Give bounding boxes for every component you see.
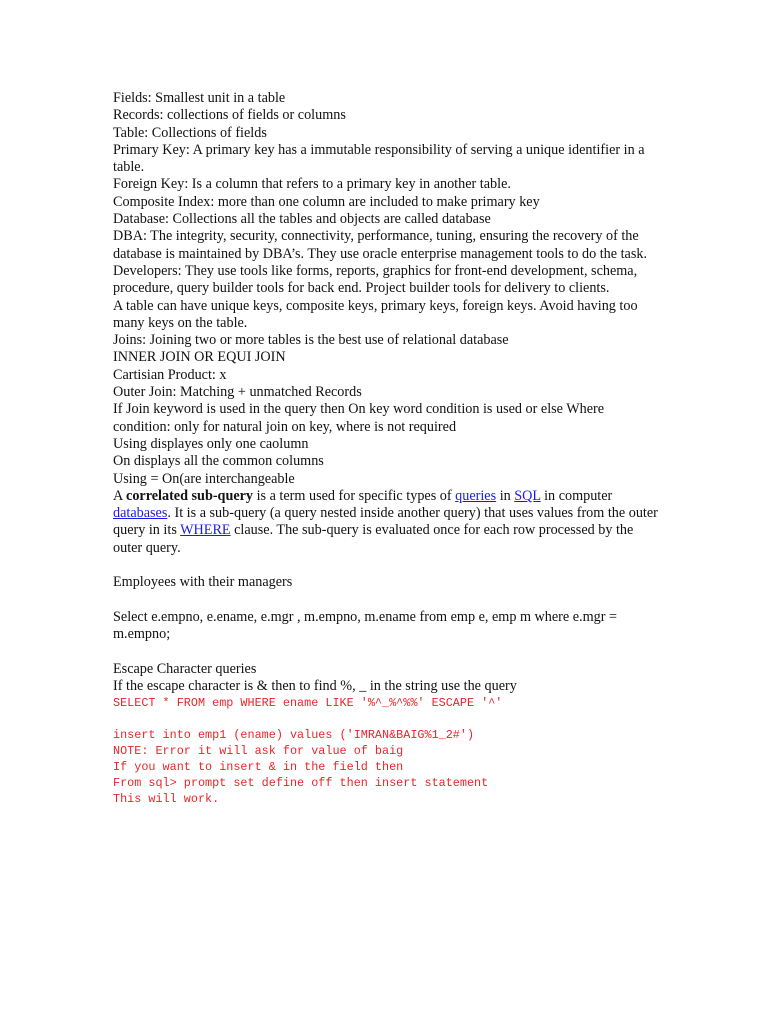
text-line-developers: Developers: They use tools like forms, reports, graphics for front-end development, schema, procedure, query builder tools for back end. Project builder tools for delivery to clients. <box>113 262 638 297</box>
correlated-text-2: in <box>496 487 515 504</box>
text-line-outer-join: Outer Join: Matching + unmatched Records <box>113 384 362 401</box>
document-page <box>113 90 658 807</box>
correlated-text-5: clause. The sub-query is evaluated once for each row processed by the outer query. <box>113 522 634 556</box>
text-line-inner-join: INNER JOIN OR EQUI JOIN <box>113 349 286 366</box>
text-line-using-on: Using = On(are interchangeable <box>113 470 295 487</box>
spacer <box>113 557 658 574</box>
code-note-define-off: From sql> prompt set define off then insert statement <box>113 776 489 791</box>
text-line-dba: DBA: The integrity, security, connectivity, performance, tuning, ensuring the recovery of the database is maintained by DBA’s. They use oracle enterprise management tools to do the task. <box>113 228 647 262</box>
text-line-composite-index: Composite Index: more than one column are included to make primary key <box>113 193 540 210</box>
code-note-error: NOTE: Error it will ask for value of baig <box>113 744 404 759</box>
code-note-insert-amp: If you want to insert & in the field then <box>113 760 404 775</box>
text-line-primary-key: Primary Key: A primary key has a immutable responsibility of serving a unique identifier in a table. <box>113 141 645 176</box>
text-line-using: Using displayes only one caolumn <box>113 435 309 452</box>
text-line-database: Database: Collections all the tables and objects are called database <box>113 211 491 228</box>
text-line-cartesian: Cartisian Product: x <box>113 366 227 383</box>
code-note-works: This will work. <box>113 792 220 807</box>
databases-link[interactable]: databases <box>113 505 168 522</box>
escape-heading: Escape Character queries <box>113 660 257 677</box>
text-line-table-keys: A table can have unique keys, composite keys, primary keys, foreign keys. Avoid having too many keys on the table. <box>113 297 638 331</box>
text-line-on: On displays all the common columns <box>113 453 324 470</box>
correlated-text-4: . It is a sub-query (a query nested inside another query) that uses values from the outer query in its <box>113 505 658 539</box>
sql-link[interactable]: SQL <box>514 487 541 504</box>
employees-query: Select e.empno, e.ename, e.mgr , m.empno, m.ename from emp e, emp m where e.mgr = m.empno; <box>113 608 617 643</box>
text-line-fields: Fields: Smallest unit in a table <box>113 90 286 106</box>
spacer <box>113 592 658 609</box>
text-line-joins: Joins: Joining two or more tables is the best use of relational database <box>113 332 509 349</box>
code-insert: insert into emp1 (ename) values ('IMRAN&BAIG%1_2#') <box>113 728 475 743</box>
text-line-table: Table: Collections of fields <box>113 124 267 141</box>
queries-link[interactable]: queries <box>455 487 497 504</box>
correlated-text-a: A <box>113 487 127 504</box>
text-line-records: Records: collections of fields or columns <box>113 107 346 124</box>
text-line-join-keyword: If Join keyword is used in the query then On key word condition is used or else Where condition: only for natural join on key, where is not required <box>113 401 605 435</box>
employees-heading: Employees with their managers <box>113 574 293 591</box>
correlated-text-3: in computer <box>540 487 613 504</box>
where-link[interactable]: WHERE <box>180 522 231 539</box>
escape-intro: If the escape character is & then to find %, _ in the string use the query <box>113 678 517 695</box>
code-spacer <box>113 711 658 727</box>
spacer <box>113 644 658 661</box>
correlated-text-1: is a term used for specific types of <box>253 487 456 504</box>
code-select-escape: SELECT * FROM emp WHERE ename LIKE '%^_%^%%' ESCAPE '^' <box>113 696 503 711</box>
correlated-subquery-paragraph <box>113 488 658 557</box>
text-line-foreign-key: Foreign Key: Is a column that refers to a primary key in another table. <box>113 176 511 193</box>
correlated-term: correlated sub-query <box>126 487 254 504</box>
